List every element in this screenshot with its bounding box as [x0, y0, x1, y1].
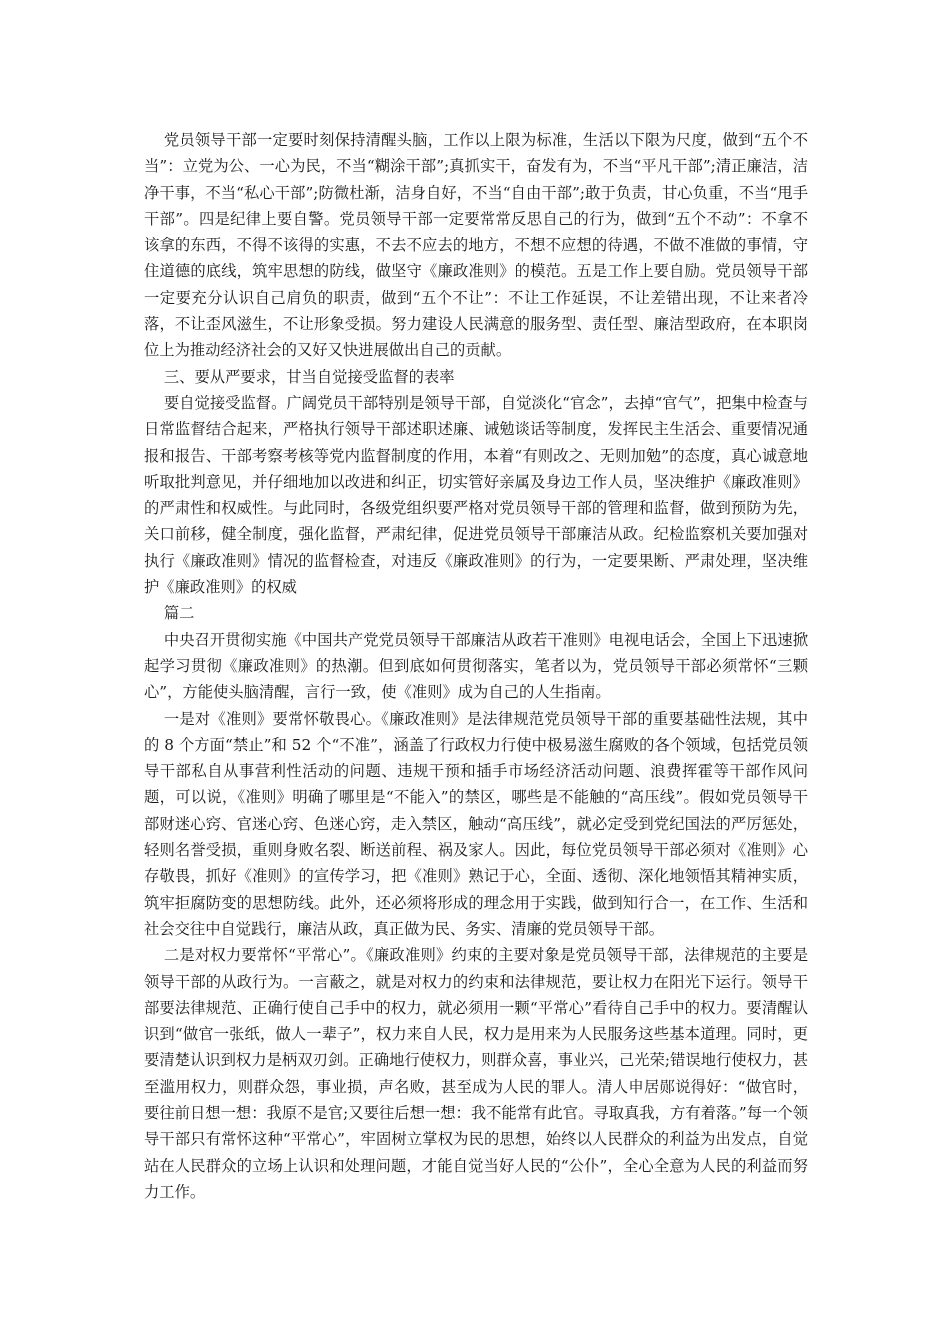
document-body: [144, 127, 808, 1205]
paragraph-ordinary-heart-power: 二是对权力要常怀“平常心”。《廉政准则》约束的主要对象是党员领导干部，法律规范的主要是领导干部的从政行为。一言蔽之，就是对权力的约束和法律规范，要让权力在阳光下运行。领导干部要法律规范、正确行使自己手中的权力，就必须用一颗“平常心”看待自己手中的权力。要清醒认识到“做官一张纸，做人一辈子”，权力来自人民，权力是用来为人民服务这些基本道理。同时，更要清楚认识到权力是柄双刃剑。正确地行使权力，则群众喜，事业兴，己光荣;错误地行使权力，甚至滥用权力，则群众怨，事业损，声名败，甚至成为人民的罪人。清人申居郧说得好：“做官时，要往前日想一想：我原不是官;又要往后想一想：我不能常有此官。寻取真我，方有着落。”每一个领导干部只有常怀这种“平常心”，牢固树立掌权为民的思想，始终以人民群众的利益为出发点，自觉站在人民群众的立场上认识和处理问题，才能自觉当好人民的“公仆”，全心全意为人民的利益而努力工作。: [144, 946, 808, 1201]
paragraph-awe-of-rules: 一是对《准则》要常怀敬畏心。《廉政准则》是法律规范党员领导干部的重要基础性法规，其中的 8 个方面“禁止”和 52 个“不准”，涵盖了行政权力行使中极易滋生腐败的各个领域，包括党员领导干部私自从事营利性活动的问题、违规干预和插手市场经济活动问题、浪费挥霍等干部作风问题，可以说，《准则》明确了哪里是“不能入”的禁区，哪些是不能触的“高压线”。假如党员领导干部财迷心窍、官迷心窍、色迷心窍，走入禁区，触动“高压线”，就必定受到党纪国法的严厉惩处，轻则名誉受损，重则身败名裂、断送前程、祸及家人。因此，每位党员领导干部必须对《准则》心存敬畏，抓好《准则》的宣传学习，把《准则》熟记于心，全面、透彻、深化地领悟其精神实质，筑牢拒腐防变的思想防线。此外，还必须将形成的理念用于实践，做到知行合一，在工作、生活和社会交往中自觉践行，廉洁从政，真正做为民、务实、清廉的党员领导干部。: [144, 709, 808, 938]
paragraph-five-nots: 党员领导干部一定要时刻保持清醒头脑，工作以上限为标准，生活以下限为尺度，做到“五个不当”：立党为公、一心为民，不当“糊涂干部”;真抓实干，奋发有为，不当“平凡干部”;清正廉洁，洁净干事，不当“私心干部”;防微杜渐，洁身自好，不当“自由干部”;敢于负责，甘心负重，不当“甩手干部”。四是纪律上要自警。党员领导干部一定要常常反思自己的行为，做到“五个不动”：不拿不该拿的东西，不得不该得的实惠，不去不应去的地方，不想不应想的待遇，不做不准做的事情，守住道德的底线，筑牢思想的防线，做坚守《廉政准则》的模范。五是工作上要自励。党员领导干部一定要充分认识自己肩负的职责，做到“五个不让”：不让工作延误，不让差错出现，不让来者冷落，不让歪风滋生，不让形象受损。努力建设人民满意的服务型、责任型、廉洁型政府，在本职岗位上为推动经济社会的又好又快进展做出自己的贡献。: [144, 131, 808, 360]
paragraph-accept-supervision: 要自觉接受监督。广阔党员干部特别是领导干部，自觉淡化“官念”，去掉“官气”，把集中检查与日常监督结合起来，严格执行领导干部述职述廉、诫勉谈话等制度，发挥民主生活会、重要情况通报和报告、干部考察考核等党内监督制度的作用，本着“有则改之、无则加勉”的态度，真心诚意地听取批判意见，并仔细地加以改进和纠正，切实管好亲属及身边工作人员，坚决维护《廉政准则》的严肃性和权威性。与此同时，各级党组织要严格对党员领导干部的管理和监督，做到预防为先，关口前移，健全制度，强化监督，严肃纪律，促进党员领导干部廉洁从政。纪检监察机关要加强对执行《廉政准则》情况的监督检查，对违反《廉政准则》的行为，一定要果断、严肃处理，坚决维护《廉政准则》的权威: [144, 393, 808, 597]
section-heading-supervision: 三、要从严要求，甘当自觉接受监督的表率: [163, 367, 455, 386]
paragraph-three-hearts-intro: 中央召开贯彻实施《中国共产党党员领导干部廉洁从政若干准则》电视电话会，全国上下迅速掀起学习贯彻《廉政准则》的热潮。但到底如何贯彻落实，笔者以为，党员领导干部必须常怀“三颗心”，方能使头脑清醒，言行一致，使《准则》成为自己的人生指南。: [144, 630, 808, 702]
part-heading-two: 篇二: [163, 604, 195, 623]
